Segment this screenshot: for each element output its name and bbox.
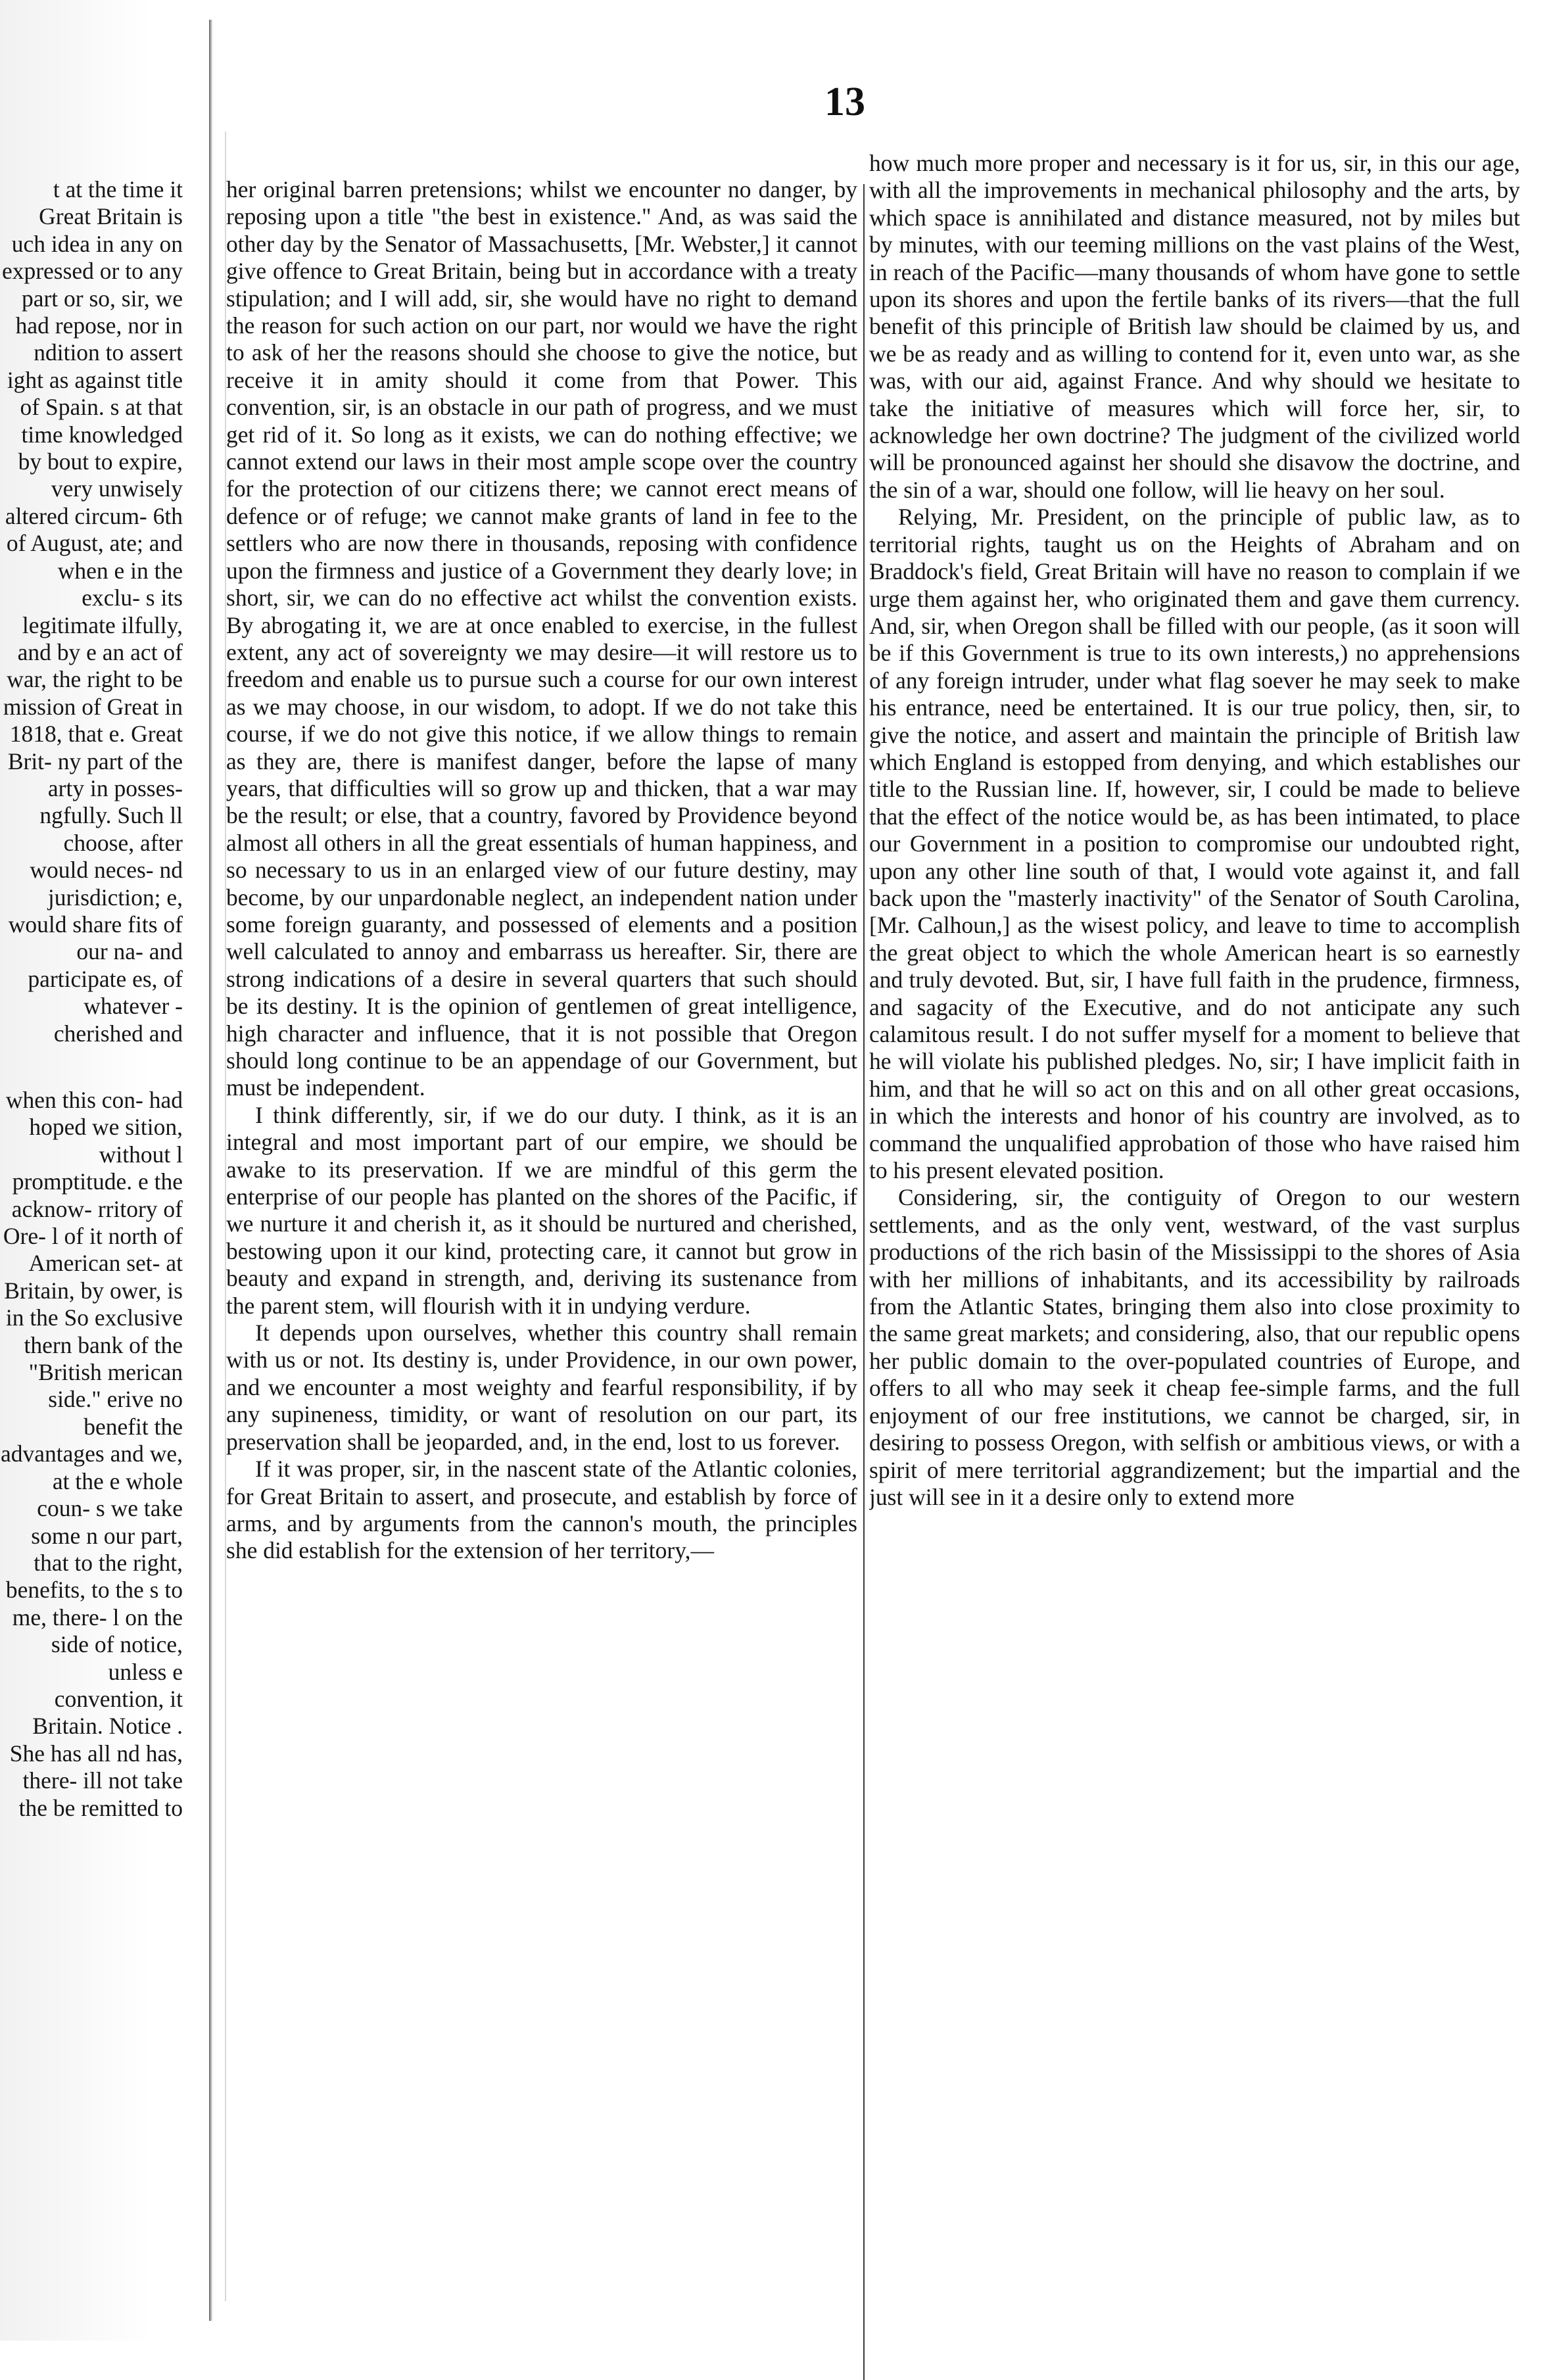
page-number: 13 (824, 80, 865, 124)
facing-page-paragraph: when this con- had hoped we sition, without l promptitude. e the acknow- rritory of Ore- l of it north of American set- at Britain, by ower, is in the So exclusive thern bank of the "British merican side." erive no benefit the advantages and we, at the e whole coun- s we take some n our part, that to the right, benefits, to the s to me, there- l on the side of notice, unless e convention, it Britain. Notice . She has all nd has, there- ill not take the be remitted to (1, 1087, 183, 1821)
body-paragraph: Considering, sir, the contiguity of Oregon to our western settlements, and as the only vent, westward, of the vast surplus productions of the rich basin of the Mississippi to the shores of Asia with her millions of inhabitants, and its accessibility by railroads from the Atlantic States, bringing them also into close proximity to the same great markets; and considering, also, that our republic opens her public domain to the over-populated countries of Europe, and offers to all who may seek it cheap fee-simple farms, and the full enjoyment of our free institutions, we cannot be charged, sir, in desiring to possess Oregon, with selfish or ambitious views, or with a spirit of mere territorial aggrandizement; but the impartial and the just will see in it a desire only to extend more (869, 1184, 1520, 1510)
body-paragraph: Relying, Mr. President, on the principle of public law, as to territorial rights, taught us on the Heights of Abraham and on Braddock's field, Great Britain will have no reason to complain if we urge them against her, who originated them and gave them currency. And, sir, when Oregon shall be filled with our people, (as it soon will be if this Government is true to its own interests,) no apprehensions of any foreign intruder, under what flag soever he may seek to make his entrance, need be entertained. It is our true policy, then, sir, to give the notice, and assert and maintain the principle of British law which England is estopped from denying, and which establishes our title to the Russian line. If, however, sir, I could be made to believe that the effect of the notice would be, as has been intimated, to place our Government in a position to compromise our undoubted right, upon any other line south of that, I would vote against it, and fall back upon the "masterly inactivity" of the Senator of South Carolina, [Mr. Calhoun,] as the wisest policy, and leave to time to accomplish the great object to which the whole American heart is so earnestly and truly devoted. But, sir, I have full faith in the prudence, firmness, and sagacity of the Executive, and do not anticipate any such calamitous result. I do not suffer myself for a moment to believe that he will violate his published pledges. No, sir; I have implicit faith in him, and that he will so act on this and on all other great occasions, in which the interests and honor of his country are involved, as to command the unqualified approbation of those who have raised him to his present elevated position. (869, 504, 1520, 1184)
body-paragraph: I think differently, sir, if we do our duty. I think, as it is an integral and most important part of our empire, we should be awake to its preservation. If we are mindful of this germ the enterprise of our people has planted on the shores of the Pacific, if we nurture it and cherish it, as it should be nurtured and cherished, bestowing upon it our kind, protecting care, it cannot but grow in beauty and expand in strength, and, deriving its sustenance from the parent stem, will flourish with it in undying verdure. (226, 1101, 857, 1319)
middle-text-column (226, 176, 857, 1565)
body-paragraph: It depends upon ourselves, whether this country shall remain with us or not. Its destiny is, under Providence, in our own power, and we encounter a most weighty and fearful responsibility, if by any supineness, timidity, or want of resolution on our part, its preservation shall be jeoparded, and, in the end, lost to us forever. (226, 1320, 857, 1455)
column-divider (863, 184, 865, 2380)
body-paragraph: her original barren pretensions; whilst we encounter no danger, by reposing upon a title "the best in existence." And, as was said the other day by the Senator of Massachusetts, [Mr. Webster,] it cannot give offence to Great Britain, being but in accordance with a treaty stipulation; and I will add, sir, she would have no right to demand the reason for such action on our part, nor would we have the right to ask of her the reasons should she choose to give the notice, but receive it in amity should it come from that Power. This convention, sir, is an obstacle in our path of progress, and we must get rid of it. So long as it exists, we can do nothing effective; we cannot extend our laws in their most ample scope over the country for the protection of our citizens there; we cannot erect means of defence or of refuge; we cannot make grants of land in fee to the settlers who are now there in thousands, reposing with confidence upon the firmness and justice of a Government they dearly love; in short, sir, we can do no effective act whilst the convention exists. By abrogating it, we are at once enabled to exercise, in the fullest extent, any act of sovereignty we may desire—it will restore us to freedom and enable us to pursue such a course for our own interest as we may choose, in our wisdom, to adopt. If we do not take this course, if we do not give this notice, if we allow things to remain as they are, there is manifest danger, before the lapse of many years, that difficulties will so grow up and thicken, that a war may be the result; or else, that a country, favored by Providence beyond almost all others in all the great essentials of human happiness, and so necessary to us in an enlarged view of our future destiny, may become, by our unpardonable neglect, an independent nation under some foreign guaranty, and possessed of elements and a position well calculated to annoy and embarrass us hereafter. Sir, there are strong indications of a desire in several quarters that such should be its destiny. It is the opinion of gentlemen of great intelligence, high character and influence, that it is not possible that Oregon should long continue to be an appendage of our Government, but must be independent. (226, 176, 857, 1101)
facing-page-column (0, 176, 183, 1822)
right-text-column (869, 150, 1520, 1511)
body-paragraph: how much more proper and necessary is it for us, sir, in this our age, with all the improvements in mechanical philosophy and the arts, by which space is annihilated and distance measured, not by miles but by minutes, with our teeming millions on the vast plains of the West, in reach of the Pacific—many thousands of whom have gone to settle upon its shores and upon the fertile banks of its rivers—that the full benefit of this principle of British law should be claimed by us, and we be as ready and as willing to contend for it, even unto war, as she was, with our aid, against France. And why should we hesitate to take the initiative of measures which will force her, sir, to acknowledge her own doctrine? The judgment of the civilized world will be pronounced against her should she disavow the doctrine, and the sin of a war, should one follow, will lie heavy on her soul. (869, 150, 1520, 503)
facing-page-paragraph: t at the time it Great Britain is uch idea in any on expressed or to any part or so, sir, we had repose, nor in ndition to assert ight as against title of Spain. s at that time knowledged by bout to expire, very unwisely altered circum- 6th of August, ate; and when e in the exclu- s its legitimate ilfully, and by e an act of war, the right to be mission of Great in 1818, that e. Great Brit- ny part of the arty in posses- ngfully. Such ll choose, after would neces- nd jurisdiction; e, would share fits of our na- and participate es, of whatever -cherished and (1, 176, 183, 1047)
paragraph-gap (0, 1047, 183, 1087)
body-paragraph: If it was proper, sir, in the nascent state of the Atlantic colonies, for Great Britain to assert, and prosecute, and establish by force of arms, and by arguments from the cannon's mouth, the principles she did establish for the extension of her territory,— (226, 1456, 857, 1564)
page-gutter (209, 20, 212, 2321)
